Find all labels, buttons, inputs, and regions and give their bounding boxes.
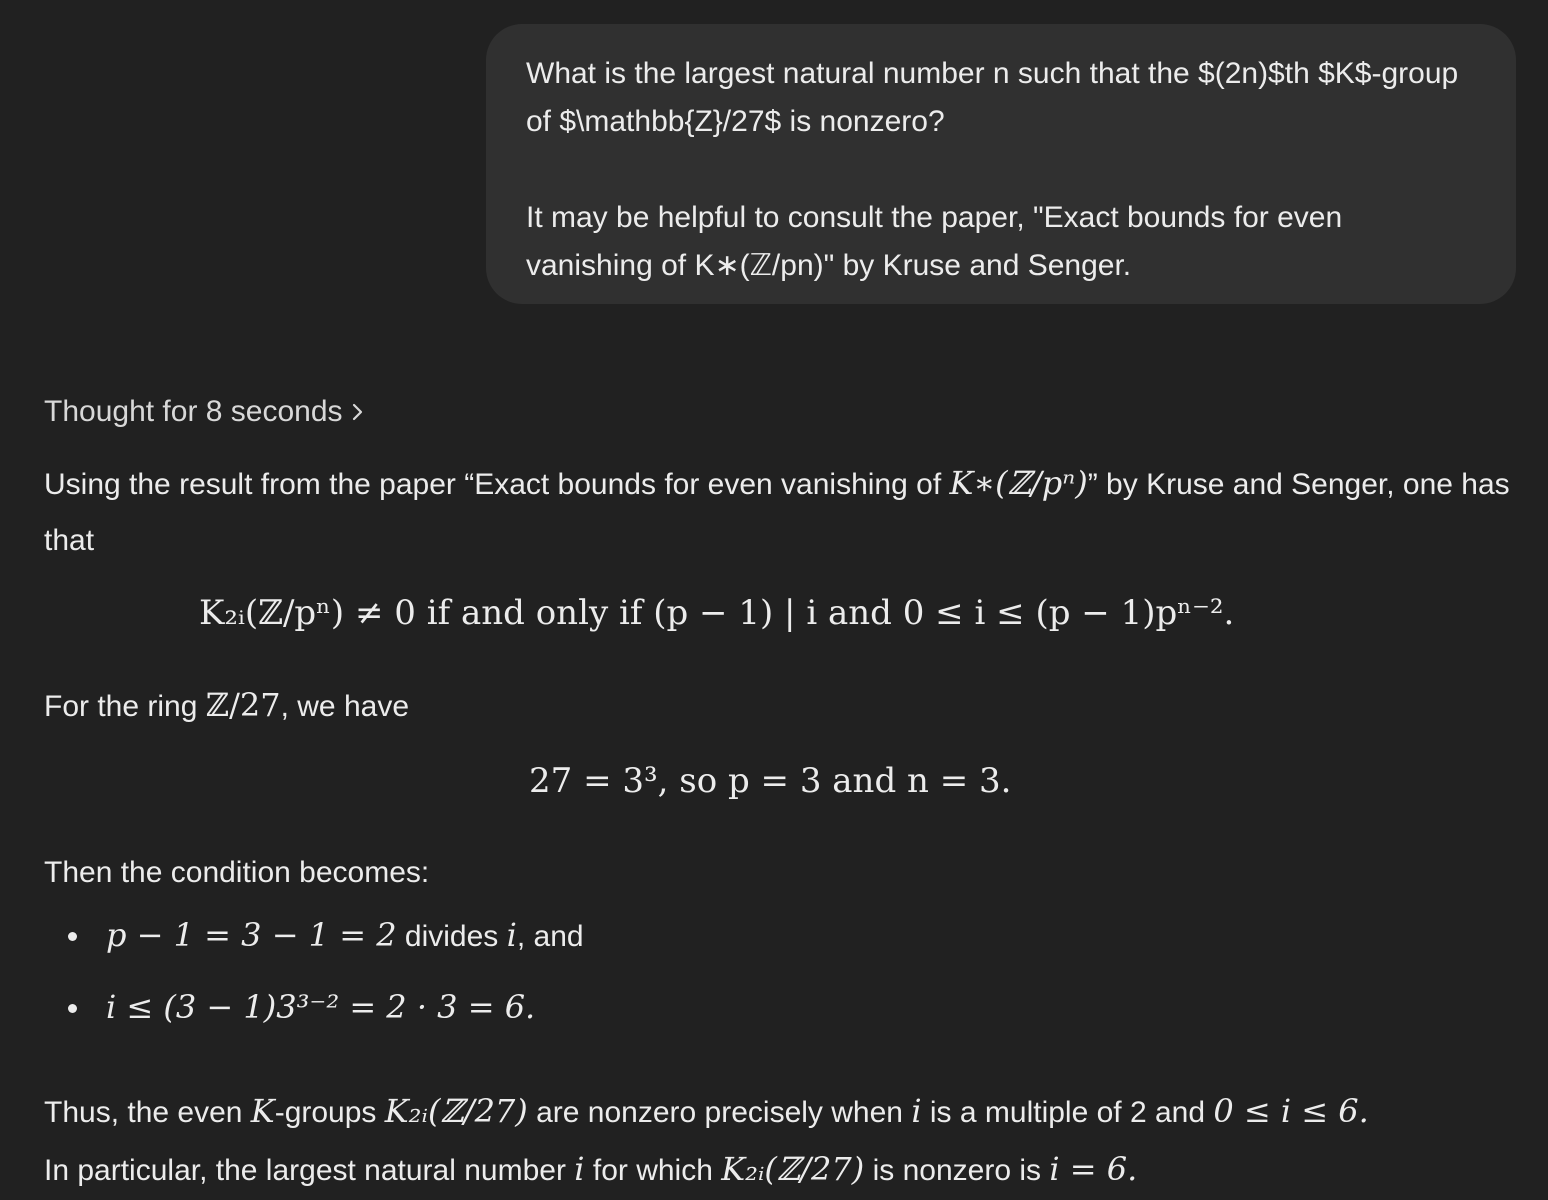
condition-list: [44, 917, 584, 1061]
user-message-line1: What is the largest natural number n such that the $(2n)$th $K$-group of $\mathbb{Z}/27$ is nonzero?: [526, 57, 1459, 138]
p5-e: is nonzero is: [864, 1154, 1050, 1187]
p5-a: In particular, the largest natural number: [44, 1154, 575, 1187]
p5-b: i: [574, 1150, 585, 1188]
bullet1-text: divides: [396, 920, 507, 953]
answer-paragraph-1: [44, 455, 1514, 569]
user-message-line2: It may be helpful to consult the paper, "Exact bounds for even vanishing of K∗(ℤ/pn)" by Kruse and Senger.: [526, 201, 1343, 282]
p1-math: K∗(ℤ/pⁿ): [949, 464, 1088, 502]
list-item: [44, 917, 584, 953]
display2-math: 27 = 3³, so p = 3 and n = 3.: [529, 761, 1012, 801]
p2-text: For the ring: [44, 690, 206, 723]
bullet1-end: , and: [516, 920, 584, 953]
bullet2-math: i ≤ (3 − 1)3³⁻² = 2 · 3 = 6.: [106, 988, 536, 1026]
p1-text: Using the result from the paper “Exact bounds for even vanishing of: [44, 468, 950, 501]
display1-math: K₂ᵢ(ℤ/pⁿ) ≠ 0 if and only if (p − 1) | i and 0 ≤ i ≤ (p − 1)pⁿ⁻².: [199, 593, 1235, 633]
thought-label: Thought for 8 seconds: [44, 395, 343, 428]
p1-end: ” by Kruse and Senger, one has that: [44, 468, 1510, 557]
p4-g: is a multiple of 2 and: [921, 1096, 1214, 1129]
p4-h: 0 ≤ i ≤ 6.: [1213, 1092, 1369, 1130]
bullet1-var: i: [506, 916, 517, 954]
p4-e: are nonzero precisely when: [527, 1096, 912, 1129]
p2-math: ℤ/27: [205, 686, 281, 724]
bullet1-math: p − 1 = 3 − 1 = 2: [106, 916, 397, 954]
p5-c: for which: [584, 1154, 722, 1187]
p4-c: -groups: [274, 1096, 385, 1129]
answer-paragraph-3: Then the condition becomes:: [44, 856, 430, 889]
p2-end: , we have: [280, 690, 410, 723]
chevron-right-icon: [351, 402, 365, 422]
answer-paragraph-4: [44, 1083, 1524, 1199]
p4-d: K₂ᵢ(ℤ/27): [384, 1092, 528, 1130]
p4-b: K: [250, 1092, 275, 1130]
p5-f: i = 6.: [1049, 1150, 1138, 1188]
p4-a: Thus, the even: [44, 1096, 251, 1129]
display-equation-2: [529, 761, 1011, 801]
list-item: [44, 989, 584, 1025]
p5-d: K₂ᵢ(ℤ/27): [721, 1150, 865, 1188]
assistant-answer: [44, 455, 1514, 1188]
display-equation-1: [199, 593, 1234, 633]
conclusion-line-2: [44, 1141, 1524, 1199]
conclusion-line-1: [44, 1083, 1524, 1141]
answer-paragraph-2: [44, 677, 409, 735]
thought-toggle[interactable]: [44, 390, 365, 434]
p4-f: i: [911, 1092, 922, 1130]
user-message-bubble: [486, 24, 1516, 304]
